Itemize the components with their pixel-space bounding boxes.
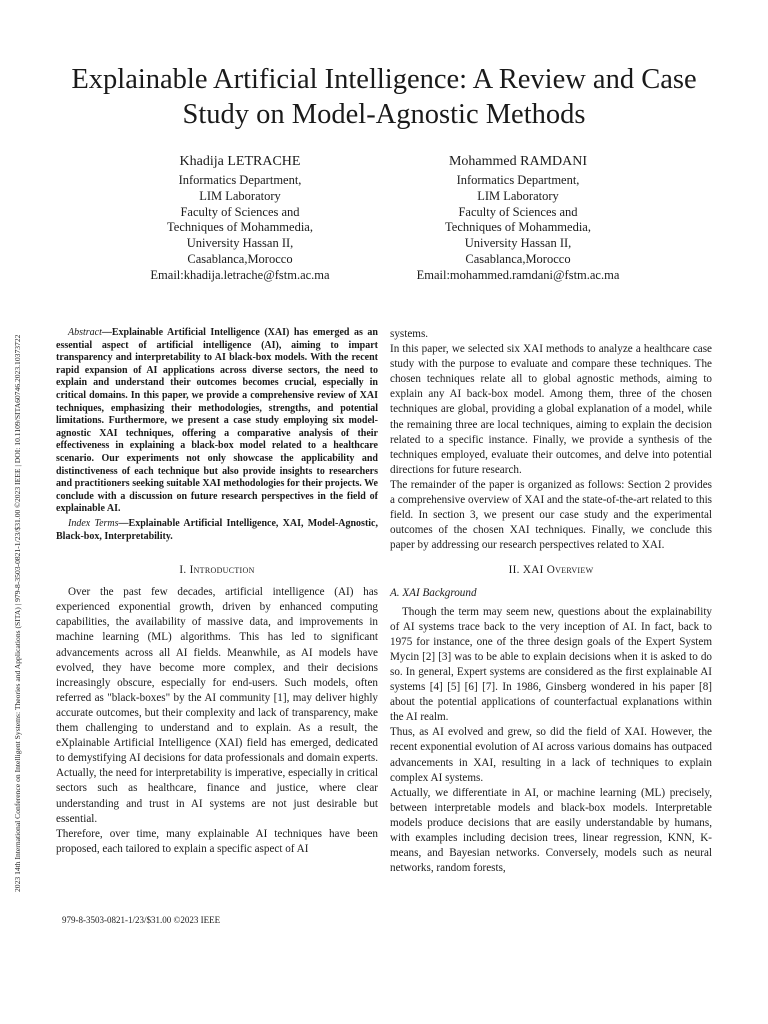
index-terms-text: —Explainable Artificial Intelligence, XAI, Model-Agnostic, Black-box, Interpretability. — [56, 517, 378, 542]
author-affiliation-line: LIM Laboratory — [199, 188, 281, 203]
author-email: Email:mohammed.ramdani@fstm.ac.ma — [416, 267, 620, 282]
doi-sidebar — [12, 0, 24, 1024]
author-affiliation-line: Informatics Department, — [178, 173, 302, 187]
section-title: Introduction — [189, 564, 255, 577]
left-column — [56, 327, 378, 857]
author-email: Email:khadija.letrache@fstm.ac.ma — [150, 267, 330, 282]
section-number: II. — [508, 564, 520, 577]
author-affiliation-line: Faculty of Sciences and — [458, 204, 578, 219]
abstract — [56, 327, 378, 516]
subsection-heading-xai-background: A. XAI Background — [390, 586, 477, 599]
author-name: Khadija LETRACHE — [179, 154, 301, 169]
author-block-1 — [90, 153, 390, 284]
author-affiliation-line: Faculty of Sciences and — [180, 204, 300, 219]
paragraph: Over the past few decades, artificial intelligence (AI) has experienced exponential growth, driven by enhanced computing capabilities, the availability of massive data, and improvements in machine learning (ML) algorithms. This has led to significant advancements across all AI fields. Meanwhile, as AI models have evolved, they have become more complex, and their decisions increasingly obscure, especially for end-users. Such models, often referred as "black-boxes" by the AI community [1], may deliver highly accurate outcomes, but their complexity and lack of transparency, make them challenging to understand and to explain. As a result, the eXplainable Artificial Intelligence (XAI) field has emerged, dedicated to demystifying AI decisions for data professionals and domain experts. Actually, the need for interpretability is imperative, especially in critical sectors such as healthcare, finance and justice, where clear understanding and trust in AI systems are not just desirable but essential. — [56, 586, 378, 825]
author-affiliation-line: Techniques of Mohammedia, — [167, 220, 313, 235]
author-affiliation-line: Informatics Department, — [456, 173, 580, 187]
right-column — [390, 327, 712, 876]
author-affiliation-line: University Hassan II, — [464, 236, 572, 251]
paper-title: Explainable Artificial Intelligence: A Review and Case Study on Model-Agnostic Methods — [71, 64, 697, 130]
doi-sidebar-text: 2023 14th International Conference on Intelligent Systems: Theories and Applications (SITA) | 979-8-3503-0821-1/23/$31.00 ©2023 IEEE | DOI: 10.1109/SITA60746.2023.10373722 — [13, 334, 22, 892]
section-title: XAI Overview — [522, 564, 594, 577]
section-heading-xai-overview — [390, 563, 712, 578]
paragraph: Thus, as AI evolved and grew, so did the field of XAI. However, the recent exponential evolution of AI across various domains has outpaced advancements in XAI, resulting in a lack of techniques to explain complex AI systems. — [390, 726, 712, 784]
paragraph: In this paper, we selected six XAI methods to analyze a healthcare case study with the purpose to evaluate and compare these techniques. The chosen techniques relate all to global agnostic methods, aiming to explain any AI back-box model. Among them, three of the chosen techniques are global, providing a global explanation of a model, while the remaining three are local techniques, aiming to explain the decision related to a specific instance. Finally, we provide a synthesis of the techniques employed, evaluate their outcomes, and delve into potential directions for future research. — [390, 343, 712, 476]
paragraph: The remainder of the paper is organized as follows: Section 2 provides a comprehensive overview of XAI and the state-of-the-art related to this field. In section 3, we present our case study and the experimental outcomes of the chosen XAI techniques. Finally, we conclude this paper by addressing our research perspectives related to XAI. — [390, 478, 712, 552]
index-terms — [56, 518, 378, 543]
paragraph: Actually, we differentiate in AI, or machine learning (ML) precisely, between interpretable models and black-box models. Interpretable models produce decisions that are easily understandable by humans, with examples including decision trees, linear regression, KNN, K-means, and Bayesian networks. Conversely, models such as neural networks, random forests, — [390, 786, 712, 875]
section-number: I. — [179, 564, 187, 577]
copyright-footer: 979-8-3503-0821-1/23/$31.00 ©2023 IEEE — [62, 915, 221, 925]
paragraph: systems. — [390, 328, 429, 340]
paragraph: Though the term may seem new, questions about the explainability of AI systems trace back to the very inception of AI. In fact, back to 1975 for instance, one of the three design goals of the Expert System Mycin [2] [3] was to be able to explain decisions when it is asked to do so. In general, Expert systems are considered as the first explainable AI systems [4] [5] [6] [7]. In 1986, Ginsberg wondered in his paper [8] about the potential applications of counterfactual explanations within the AI realm. — [390, 605, 712, 724]
author-name: Mohammed RAMDANI — [448, 154, 588, 169]
author-block-2 — [368, 153, 668, 284]
author-affiliation-line: Casablanca,Morocco — [187, 251, 293, 266]
index-terms-label: Index Terms — [68, 517, 119, 529]
paragraph: Therefore, over time, many explainable AI techniques have been proposed, each tailored to explain a specific aspect of AI — [56, 827, 378, 855]
section-heading-introduction — [56, 563, 378, 578]
author-affiliation-line: Techniques of Mohammedia, — [445, 220, 591, 235]
author-affiliation-line: Casablanca,Morocco — [465, 251, 571, 266]
abstract-text: —Explainable Artificial Intelligence (XAI) has emerged as an essential aspect of artificial intelligence (AI), aiming to impart transparency and interpretability to AI black-box models. With the recent rapid expansion of AI applications across diverse sectors, the need to explain and understand their outcomes becomes crucial, especially in critical domains. In this paper, we provide a comprehensive review of XAI techniques, emphasizing their methodologies, strengths, and potential limitations. Furthermore, we present a case study employing six model-agnostic XAI techniques, offering a comparative analysis of their effectiveness in explaining a black-box model related to a healthcare scenario. Our experiments not only showcase the applicability and distinctiveness of each technique but also provide insights to researchers and practitioners seeking suitable XAI methodologies for their projects. We conclude with a discussion on future research perspectives in the field of explainable AI. — [56, 327, 378, 515]
abstract-label: Abstract — [68, 327, 102, 338]
author-affiliation-line: LIM Laboratory — [477, 188, 559, 203]
author-affiliation-line: University Hassan II, — [186, 236, 294, 251]
